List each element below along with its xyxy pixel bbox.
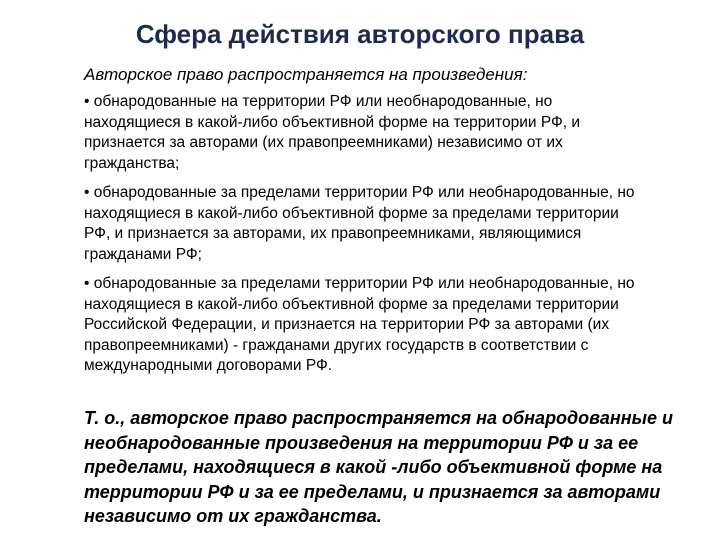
intro-text: Авторское право распространяется на произведения: [84, 65, 528, 84]
conclusion-text: Т. о., авторское право распространяется на обнародованные и необнародованные произведения на территории РФ и за ее пределами, находящиеся в какой -либо объективной форме на территории РФ и за ее пределами, и признается за авторами независимо от их гражданства. [84, 408, 673, 526]
bullet-item: • обнародованные за пределами территории РФ или необнародованные, но находящиеся в какой-либо объективной форме за пределами территории РФ, и признается за авторами, их правопреемниками, являющимися гражданами РФ; [84, 184, 635, 263]
slide-title: Сфера действия авторского права [135, 19, 585, 49]
bullet-item: • обнародованные на территории РФ или необнародованные, но находящиеся в какой-либо объективной форме на территории РФ, и признается за авторами (их правопреемниками) независимо от их гражданства; [84, 93, 581, 172]
bullet-item: • обнародованные за пределами территории РФ или необнародованные, но находящиеся в какой-либо объективной форме за пределами территории Российской Федерации, и признается на территории РФ за авторами (их правопреемниками) - гражданами других государств в соответствии с международными договорами РФ. [84, 275, 635, 374]
